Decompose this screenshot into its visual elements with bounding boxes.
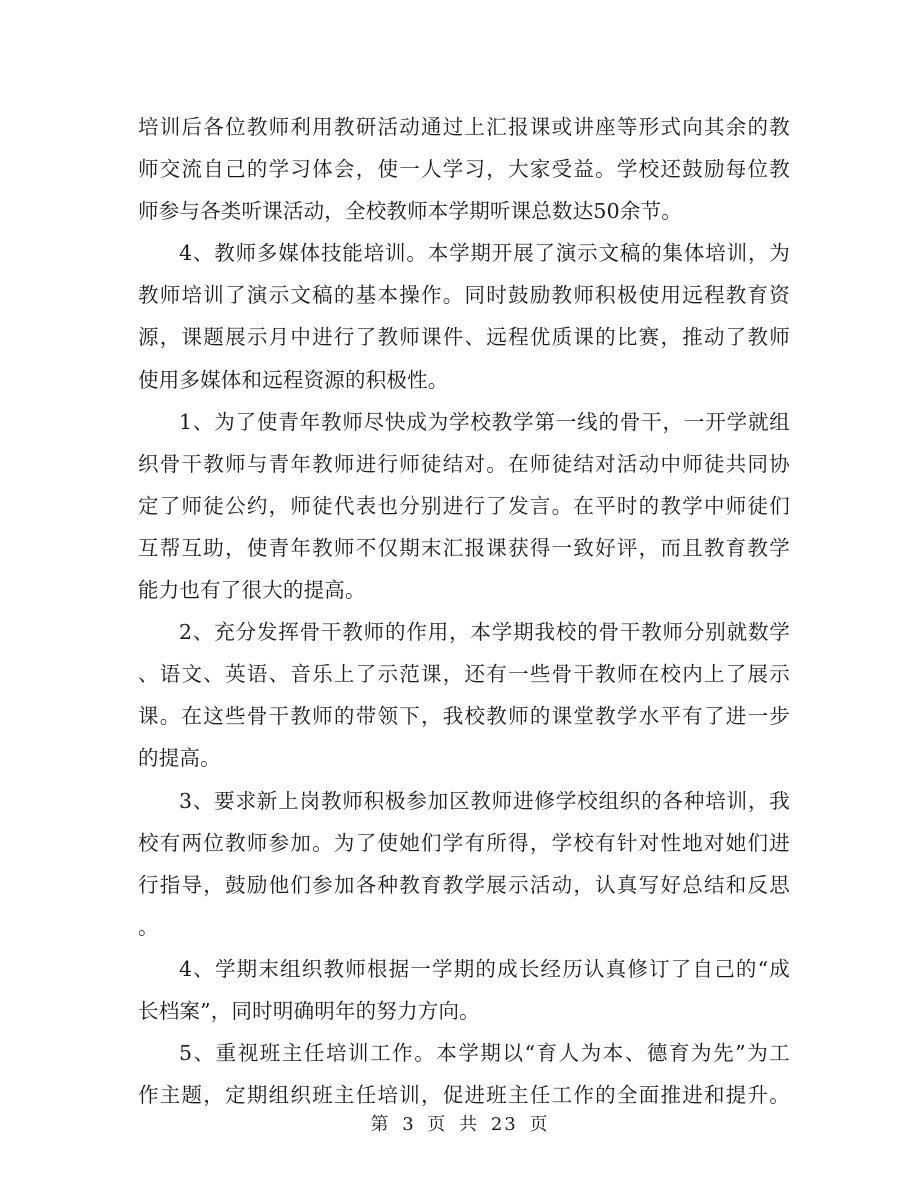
text-line: 课。在这些骨干教师的带领下，我校教师的课堂教学水平有了进一步	[138, 704, 790, 729]
text-line: 源，课题展示月中进行了教师课件、远程优质课的比赛，推动了教师	[138, 325, 790, 350]
text-line: 。	[138, 914, 159, 939]
text-line: 3、要求新上岗教师积极参加区教师进修学校组织的各种培训，我	[179, 788, 790, 813]
text-line: 、语文、英语、音乐上了示范课，还有一些骨干教师在校内上了展示	[138, 662, 790, 687]
text-line: 作主题，定期组织班主任培训，促进班主任工作的全面推进和提升。	[138, 1083, 790, 1108]
text-line: 教师培训了演示文稿的基本操作。同时鼓励教师积极使用远程教育资	[138, 283, 790, 308]
text-line: 4、教师多媒体技能培训。本学期开展了演示文稿的集体培训，为	[179, 241, 790, 266]
text-line: 4、学期末组织教师根据一学期的成长经历认真修订了自己的“成	[179, 956, 790, 981]
text-line: 师交流自己的学习体会，使一人学习，大家受益。学校还鼓励每位教	[138, 157, 790, 182]
text-line: 定了师徒公约，师徒代表也分别进行了发言。在平时的教学中师徒们	[138, 493, 790, 518]
text-line: 1、为了使青年教师尽快成为学校教学第一线的骨干，一开学就组	[179, 409, 790, 434]
text-line: 2、充分发挥骨干教师的作用，本学期我校的骨干教师分别就数学	[179, 620, 790, 645]
text-line: 互帮互助，使青年教师不仅期末汇报课获得一致好评，而且教育教学	[138, 535, 790, 560]
text-line: 织骨干教师与青年教师进行师徒结对。在师徒结对活动中师徒共同协	[138, 451, 790, 476]
text-line: 校有两位教师参加。为了使她们学有所得，学校有针对性地对她们进	[138, 830, 790, 855]
text-line: 师参与各类听课活动，全校教师本学期听课总数达50余节。	[138, 199, 682, 224]
text-line: 5、重视班主任培训工作。本学期以“育人为本、德育为先”为工	[179, 1041, 790, 1066]
text-line: 长档案”，同时明确明年的努力方向。	[138, 998, 480, 1023]
text-line: 使用多媒体和远程资源的积极性。	[138, 367, 449, 392]
document-body	[138, 106, 790, 1116]
text-line: 培训后各位教师利用教研活动通过上汇报课或讲座等形式向其余的教	[138, 115, 790, 139]
text-line: 行指导，鼓励他们参加各种教育教学展示活动，认真写好总结和反思	[138, 872, 790, 897]
text-line: 的提高。	[138, 746, 221, 771]
text-line: 能力也有了很大的提高。	[138, 578, 366, 603]
page-footer: 第 3 页 共 23 页	[370, 1114, 550, 1135]
